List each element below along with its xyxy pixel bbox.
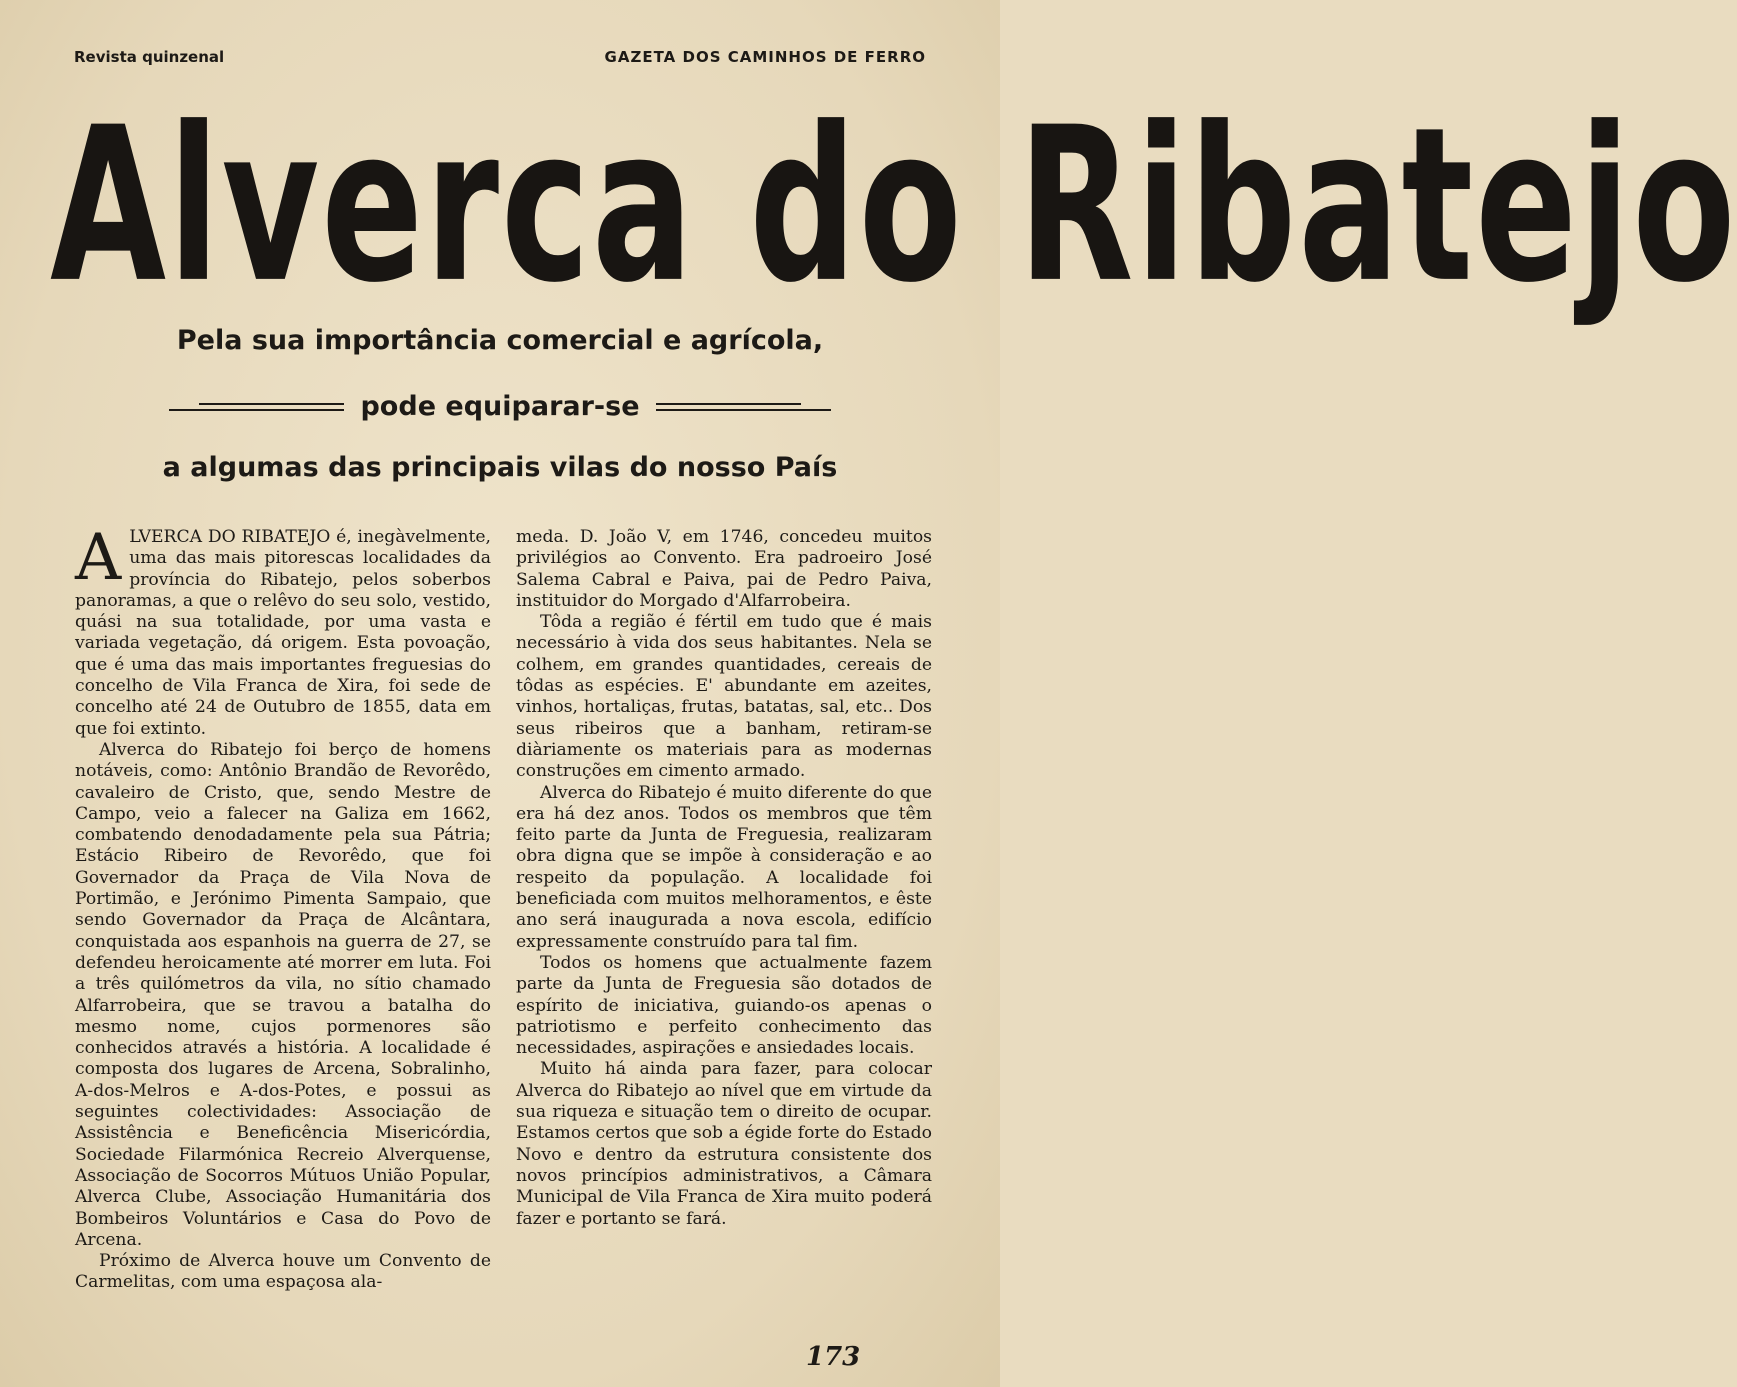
paragraph: Todos os homens que actualmente fazem parte da Junta de Freguesia são dotados de espírito de iniciativa, guiando-os apenas o patriotismo e perfeito conhecimento das necessidades, aspirações e ansiedades locais. — [516, 952, 932, 1059]
paragraph — [75, 521, 491, 740]
subtitle-line-3: a algumas das principais vilas do nosso País — [162, 452, 838, 483]
decorative-rule-right — [656, 400, 831, 414]
paragraph-text: LVERCA DO RIBATEJO é, inegàvelmente, uma das mais pitorescas localidades da província do Ribatejo, pelos soberbos panoramas, a que o relêvo do seu solo, vestido, quási na sua totalidade, por uma vasta e variada vegetação, dá origem. Esta povoação, que é uma das mais importantes freguesias do concelho de Vila Franca de Xira, foi sede de concelho até 24 de Outubro de 1855, data em que foi extinto. — [75, 527, 491, 739]
paragraph: Muito há ainda para fazer, para colocar Alverca do Ribatejo ao nível que em virtude da sua riqueza e situação tem o direito de ocupar. Estamos certos que sob a égide forte do Estado Novo e dentro da estrutura consistente dos novos princípios administrativos, a Câmara Municipal de Vila Franca de Xira muito poderá fazer e portanto se fará. — [516, 1059, 932, 1229]
article-title: Alverca do Ribatejo — [50, 82, 1737, 331]
paragraph: Tôda a região é fértil em tudo que é mais necessário à vida dos seus habitantes. Nela se colhem, em grandes quantidades, cereais de tôdas as espécies. E' abundante em azeites, vinhos, hortaliças, frutas, batatas, sal, etc.. Dos seus ribeiros que a banham, retiram-se diàriamente os materiais para as modernas construções em cimento armado. — [516, 612, 932, 782]
article-column-2 — [516, 527, 932, 1230]
decorative-rule-left — [169, 400, 344, 414]
paragraph: meda. D. João V, em 1746, concedeu muitos privilégios ao Convento. Era padroeiro José Salema Cabral e Paiva, pai de Pedro Paiva, instituidor do Morgado d'Alfarrobeira. — [516, 527, 932, 611]
paragraph: Alverca do Ribatejo foi berço de homens notáveis, como: Antônio Brandão de Revorêdo, cavaleiro de Cristo, que, sendo Mestre de Campo, veio a falecer na Galiza em 1662, combatendo denodadamente pela sua Pátria; Estácio Ribeiro de Revorêdo, que foi Governador da Praça de Vila Nova de Portimão, e Jerónimo Pimenta Sampaio, que sendo Governador da Praça de Alcântara, conquistada aos espanhois na guerra de 27, se defendeu heroicamente até morrer em luta. Foi a três quilómetros da vila, no sítio chamado Alfarrobeira, que se travou a batalha do mesmo nome, cujos pormenores são conhecidos através a história. A localidade é composta dos lugares de Arcena, Sobralinho, A-dos-Melros e A-dos-Potes, e possui as seguintes colectividades: Associação de Assistência e Beneficência Misericórdia, Sociedade Filarmónica Recreio Alverquense, Associação de Socorros Mútuos União Popular, Alverca Clube, Associação Humanitária dos Bombeiros Voluntários e Casa do Povo de Arcena. — [75, 739, 491, 1250]
paragraph: Alverca do Ribatejo é muito diferente do que era há dez anos. Todos os membros que têm feito parte da Junta de Freguesia, realizaram obra digna que se impõe à consideração e ao respeito da população. A localidade foi beneficiada com muitos melhoramentos, e êste ano será inaugurada a nova escola, edifício expressamente construído para tal fim. — [516, 782, 932, 952]
article-column-1 — [75, 521, 491, 1294]
paragraph: Próximo de Alverca houve um Convento de Carmelitas, com uma espaçosa ala- — [75, 1251, 491, 1293]
header-right: GAZETA DOS CAMINHOS DE FERRO — [604, 48, 926, 66]
subtitle-line-2: pode equiparar-se — [360, 391, 640, 422]
header-left: Revista quinzenal — [74, 48, 225, 66]
running-header — [74, 48, 926, 66]
drop-cap: A — [75, 521, 122, 595]
page-number: 173 — [806, 1342, 861, 1372]
subtitle-line-2-row — [0, 391, 1000, 422]
subtitle-line-1: Pela sua importância comercial e agrícola, — [176, 325, 824, 356]
